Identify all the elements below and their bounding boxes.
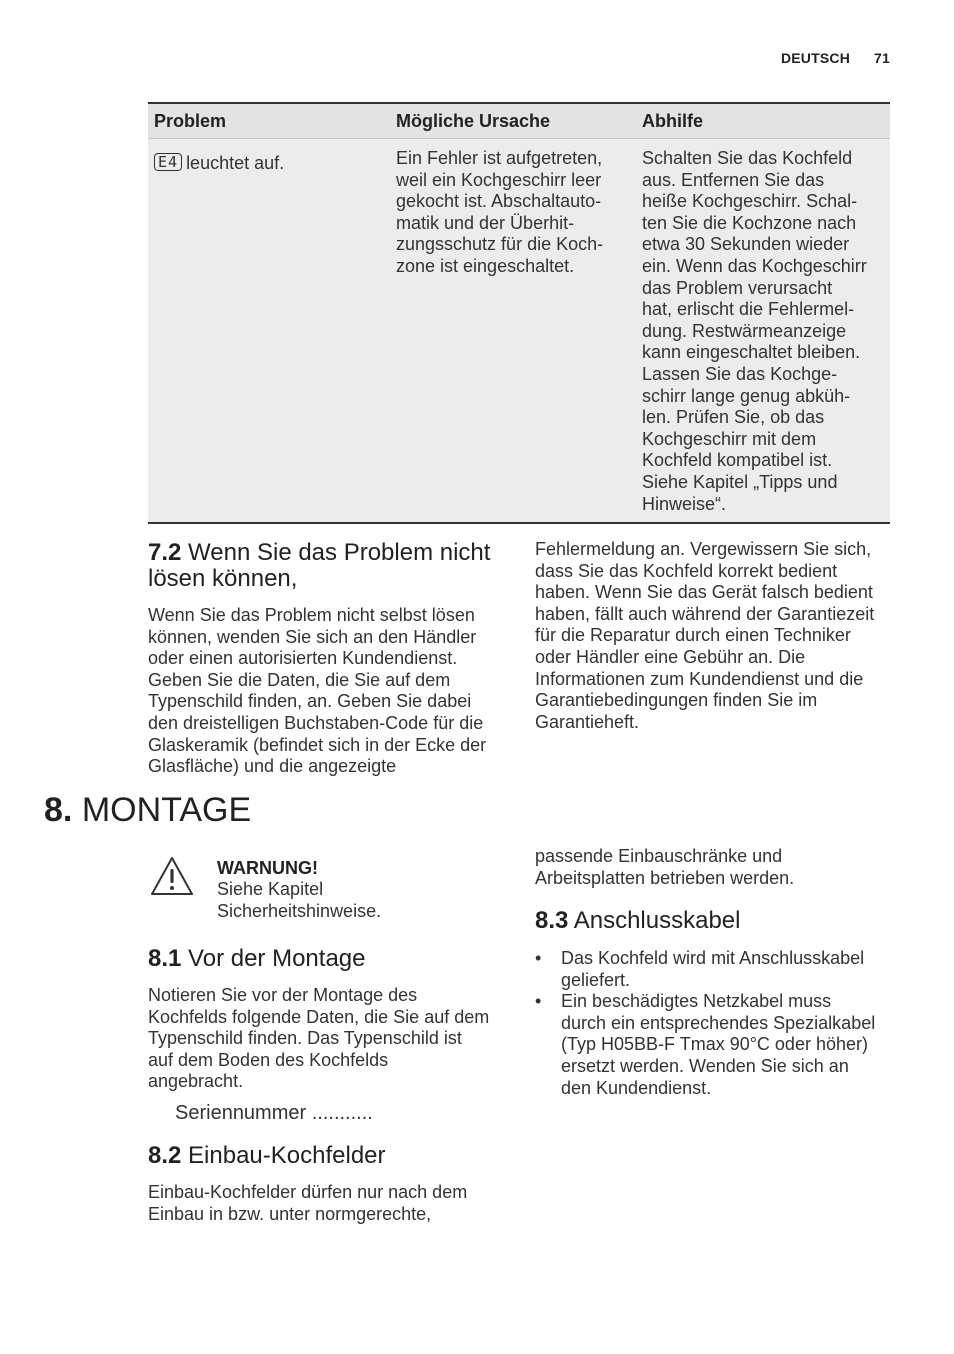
page-number: 71 [874, 50, 890, 66]
section-title: Einbau-Kochfelder [188, 1142, 386, 1169]
section-number: 8.2 [148, 1142, 182, 1169]
cell-problem [148, 148, 396, 515]
section-8-3-list [535, 948, 895, 1099]
problem-text: leuchtet auf. [186, 153, 285, 173]
bullet-icon: • [535, 948, 542, 968]
section-7-2-text-left: Wenn Sie das Problem nicht selbst lösen können, wenden Sie sich an den Händler oder einen autorisierten Kundendienst. Geben Sie die Daten, die Sie auf dem Typenschild finden, an. Geben Sie dabei den dreistelligen Buchstaben-Code für die Glaskeramik (befindet sich in der Ecke der Glasfläche) und die angezeigte [148, 605, 487, 777]
cell-remedy: Schalten Sie das Kochfeld aus. Entfernen Sie das heiße Kochgeschirr. Schal- ten Sie die Kochzone nach etwa 30 Sekunden wieder ein. Wenn das Kochgeschirr das Problem verursacht hat, erlischt die Fehlermel- dung. Restwärmeanzeige kann eingeschaltet bleiben. Lassen Sie das Kochge- schirr lange genug abküh- len. Prüfen Sie, ob das Kochgeschirr mit dem Kochfeld kompatibel ist. Siehe Kapitel „Tipps und Hinweise“. [642, 148, 867, 514]
warning-text: Siehe Kapitel Sicherheitshinweise. [217, 879, 382, 921]
section-8-2-text-left: Einbau-Kochfelder dürfen nur nach dem Einbau in bzw. unter normgerechte, [148, 1182, 468, 1224]
language-label: DEUTSCH [780, 50, 851, 66]
section-7-2-text-right: Fehlermeldung an. Vergewissern Sie sich, dass Sie das Kochfeld korrekt bedient haben. Wenn Sie das Gerät falsch bedient haben, fällt auch während der Garantiezeit für die Reparatur durch einen Techniker oder Händler eine Gebühr an. Die Informationen zum Kundendienst und die Garantiebedingungen finden Sie im Garantieheft. [535, 539, 875, 732]
list-item-text: Das Kochfeld wird mit Anschlusskabel geliefert. [561, 948, 865, 990]
section-8-2-heading [148, 1143, 386, 1169]
section-title: Vor der Montage [188, 945, 366, 972]
serial-number-field: Seriennummer ........... [175, 1102, 373, 1124]
error-code-display-icon: E4 [154, 153, 182, 171]
section-8-2-text-right: passende Einbauschränke und Arbeitsplatten betrieben werden. [535, 846, 795, 888]
warning-block [217, 857, 507, 922]
section-title-line2: lösen können, [148, 565, 298, 592]
section-8-1-text: Notieren Sie vor der Montage des Kochfelds folgende Daten, die Sie auf dem Typenschild finden. Das Typenschild ist auf dem Boden des Kochfelds angebracht. [148, 985, 490, 1092]
chapter-number: 8. [44, 791, 73, 829]
warning-triangle-icon [150, 856, 194, 901]
bullet-icon: • [535, 991, 542, 1012]
section-8-1-heading [148, 946, 366, 972]
page-header [781, 50, 890, 66]
section-number: 8.1 [148, 945, 182, 972]
section-7-2-heading [148, 540, 518, 592]
list-item-text: Ein beschädigtes Netzkabel muss durch ein entsprechendes Spezialkabel (Typ H05BB-F Tmax 90°C oder höher) ersetzt werden. Wenden Sie sich an den Kundendienst. [561, 991, 876, 1098]
header-cause: Mögliche Ursache [396, 110, 551, 131]
section-8-3-heading [535, 908, 740, 934]
cell-cause: Ein Fehler ist aufgetreten, weil ein Kochgeschirr leer gekocht ist. Abschaltauto- matik und der Überhit- zungsschutz für die Koch- zone ist eingeschaltet. [396, 148, 604, 276]
troubleshooting-table [148, 102, 890, 524]
warning-title: WARNUNG! [217, 858, 318, 878]
header-problem: Problem [154, 110, 227, 131]
table-header-row [148, 104, 890, 139]
section-title: Anschlusskabel [573, 907, 741, 934]
list-item [535, 948, 895, 991]
table-row [148, 139, 890, 522]
section-number: 7.2 [148, 539, 182, 566]
chapter-title [44, 791, 251, 830]
section-title-line1: Wenn Sie das Problem nicht [188, 539, 491, 566]
list-item [535, 991, 895, 1099]
chapter-name: MONTAGE [81, 791, 252, 829]
section-number: 8.3 [535, 907, 569, 934]
header-remedy: Abhilfe [642, 110, 703, 131]
